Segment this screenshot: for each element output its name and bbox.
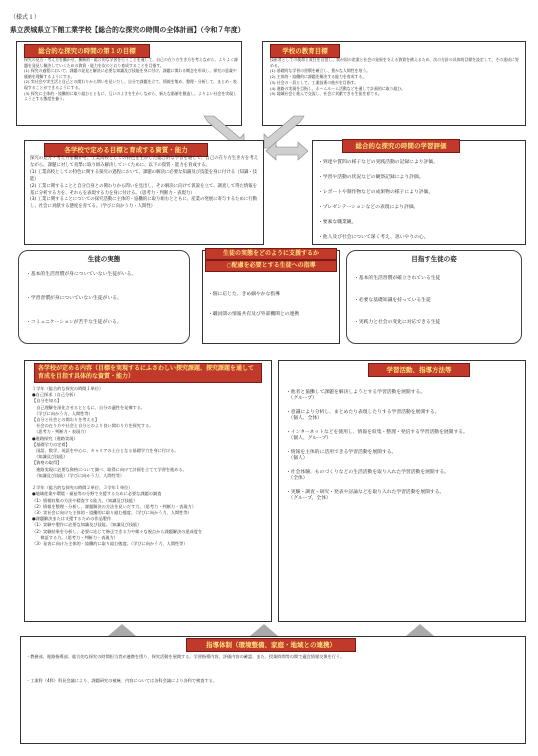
school-goal-text: 技術者としての使命と責任を自覚し、我が国の産業と社会の発展を支える資質を備えるため、次の方針の具体的目標を設定して、その達成に努める。 (1) 基礎的な学習の習慣を確立し、豊かな人間性を培う。 (2) 主体的・協働的に課題を解決する能力を育成する。 (3) 社会の一員として、工業技術の進歩を目指す。 (4) 進路の実現を目指し、ホームルーム活動などを通して計画的に取り組む。 (5) 地域社会と進んで交流し、社会に貢献できる生徒を育てる。 <box>270 57 519 97</box>
method-item: （全体） <box>286 476 308 481</box>
target-student-item: ・実践力と社会の変化に対応できる生徒 <box>354 320 441 325</box>
method-item: （個人、全体） <box>286 416 322 421</box>
goal-title: 総合的な探究の時間の第１の目標 <box>24 44 150 58</box>
content-text: １学年（総合的な探究の時間１単位） ●自己探求（自己分析） 【自分を知る】 自己理解を深化させるとともに、自分の適性を発揮する。 （学びに向かう力、人間性等） 【自分と社会との関わりを考える】 社会の在り方や社会と自分とのより良い関わり方を探究する。 （思考力・判断力・表現力） ●進路探究（進路実現） 【基礎学力の定着】 国語、数学、英語を中心に、キャリアの土台となる基礎学力を身に付ける。 （知識及び技能） 【資格の取得】 進路実現に必要な資格について調べ、取得に向けて計画を立てて学習を進める。 （知識及び技能）（学びに向かう力、人間性等） ２学年（総合的な探究の時間２単位、３学年１単位） ●地域産業や環境・福祉等の分野で支援するために必要な課題の調査 （1）情報収集の方法や精査する能力。（知識及び技能） （2）情報を整理・分析し、課題解決の方法を見いだす力。（思考力・判断力・表現力） （3）実社会に向けた主体的・協働的に取り組む態度。（学びに向かう力、人間性等） ●課題解決または支援するための作品製作 （1）実験や製作に必要な知識及び技能。（知識及び技能） （2）実験結果を分析し、必要に応じて修正できる力や様々な視点から課題解決の達成度を 検証する力。（思考力・判断力・表現力） （3）発表に向けた主体的・協働的に取り組む態度。（学びに向かう力、人間性等） <box>32 386 203 547</box>
method-item: ・意識により分析し、まとめたり表現したりする学習活動を展開する。 <box>286 410 440 415</box>
target-student-list <box>354 276 518 326</box>
method-item: ・他者と協働して課題を解決しようとする学習活動を展開する。 <box>286 390 426 395</box>
student-state-title: 生徒の実態 <box>87 255 121 263</box>
double-arrow-icon <box>264 140 310 162</box>
evaluation-item: ・プレゼンテーションなどの表現により評価。 <box>318 205 419 210</box>
student-state-item: ・コミュニケーションが苦手な生徒がいる。 <box>26 320 122 325</box>
system-text-2: ・工業科（4科）科長会議により、課題研究の被統、内容については各科会議により各科で検査する。 <box>26 678 218 683</box>
evaluation-item: ・学習や活動の状況などの観察記録により評価。 <box>318 175 424 180</box>
content-title: 各学校が定める内容（目標を実現するにふさわしい探究課題、探究課題を通して育成を目指す具体的な資質・能力） <box>34 363 262 383</box>
document-title: 県立茨城県立下館工業学校【総合的な探究の時間の全体計画】（令和７年度） <box>10 26 245 34</box>
evaluation-title: 総合的な探究の時間の学習評価 <box>342 139 460 153</box>
school-target-text: 探究の見方・考え方を働かせ、工業高校としての特色を生かした総合的な学習を通して、自己の在り方生き方を考えながら、課題に対して真摯に取り組み解決していくために、以下の資質・能力を育成する。 (1) 工業高校としての特色に関する探究の過程において、課題の解決に必要な知識及び技能を身に付ける（知識・技能） (2) 工業に関することと自分自身との関わりから問いを見出し、その解決に向けて仮説を立て、調査して得た情報を基に分析する力を、それらを表現する力を身に付ける。（思考力・判断力・表現力） (3) 工業に関することについての探究活動に主体的・協働的に取り組むとともに、産業の発展に寄与するために行動し、社会に貢献する態度を育てる。（学びに向かう力・人間性） <box>30 156 259 210</box>
target-student-title: 目指す生徒の姿 <box>411 255 457 263</box>
support-subtitle: ○配慮を必要とする生徒への指導 <box>205 260 337 272</box>
evaluation-item: ・レポートや制作物などの成果物の様子により評価。 <box>318 190 434 195</box>
student-state-item: ・学習習慣が身についていない生徒がいる。 <box>26 296 122 301</box>
evaluation-item: ・到達や質問の様子などの実践活動の記録により評価。 <box>318 160 438 165</box>
evaluation-item: ・他人及び社会について深く考え、思いやりの心。 <box>318 235 429 240</box>
evaluation-list <box>318 160 523 241</box>
target-student-item: ・必要な基礎知識を持っている生徒 <box>354 298 431 303</box>
method-item: ・インターネットなどを使用し、情報を収集・整理・発信する学習活動を展開する。 <box>286 430 468 435</box>
evaluation-item: ・要素な職業観。 <box>318 220 357 225</box>
support-title: 生徒の実態をどのように支援するか <box>205 248 337 260</box>
system-title: 指導体制（環境整備、家庭・地域との連携） <box>186 638 356 652</box>
support-item: ・個に応じた、きめ細やかな指導 <box>208 292 280 297</box>
method-item: （個人） <box>286 456 308 461</box>
support-list <box>208 292 338 318</box>
goal-text: 探究の見方・考え方を働かせ、横断的・総合的な学習を行うことを通して、自己の在り方生き方を考えながら、よりよく課題を発見し解決していくための資質・能力を次のとおり育成することを目指す。 (1) 探究の過程において、課題の発見と解決に必要な知識及び技能を身に付け、課題に関わる概念を形成し、探究の意義や価値を理解するようにする。 (2) 実社会や実生活と自己との関わりから問いを見いだし、自分で課題を立て、情報を集め、整理・分析して、まとめ・表現することができるようにする。 (3) 探究に主体的・協働的に取り組むとともに、互いのよさを生かしながら、新たな価値を創造し、よりよい社会を実現しようとする態度を養う。 <box>24 57 238 102</box>
method-item: （個人、グループ） <box>286 436 332 441</box>
method-item: ・情報を主体的に活用できる学習活動を展開する。 <box>286 450 397 455</box>
school-goal-title: 学校の教育目標 <box>270 44 340 58</box>
school-target-title: 各学校で定める目標と育成する資質・能力 <box>44 143 208 157</box>
method-item: ・実験・調査・研究・発表や討論などを取り入れた学習活動を展開する。 <box>286 490 445 495</box>
system-section <box>20 636 526 744</box>
method-title: 学習活動、指導方法等 <box>368 363 470 377</box>
method-item: ・社会体験、ものづくりなどの生活活動を取り入れた学習活動を展開する。 <box>286 470 450 475</box>
method-item: （グループ、全体） <box>286 496 331 501</box>
support-item: ・職員間の情報共有及び外部機関との連携 <box>208 312 300 317</box>
student-state-item: ・基本的生活習慣が身についていない生徒がいる。 <box>26 272 137 277</box>
system-text-1: ・教務部、進路指導部、総合的な探究の時間担当者が連携を図り、探究活動を展開する。学習指導内容、評価内容の確認、また、授業時間等の間で適宜情報交換を行う。 <box>26 654 345 659</box>
student-state-list <box>26 272 186 326</box>
target-student-item: ・基本的生活習慣が確立されている生徒 <box>354 276 441 281</box>
method-item: （グループ） <box>286 396 317 401</box>
method-list <box>286 390 522 502</box>
form-label: （様式１） <box>10 14 41 21</box>
